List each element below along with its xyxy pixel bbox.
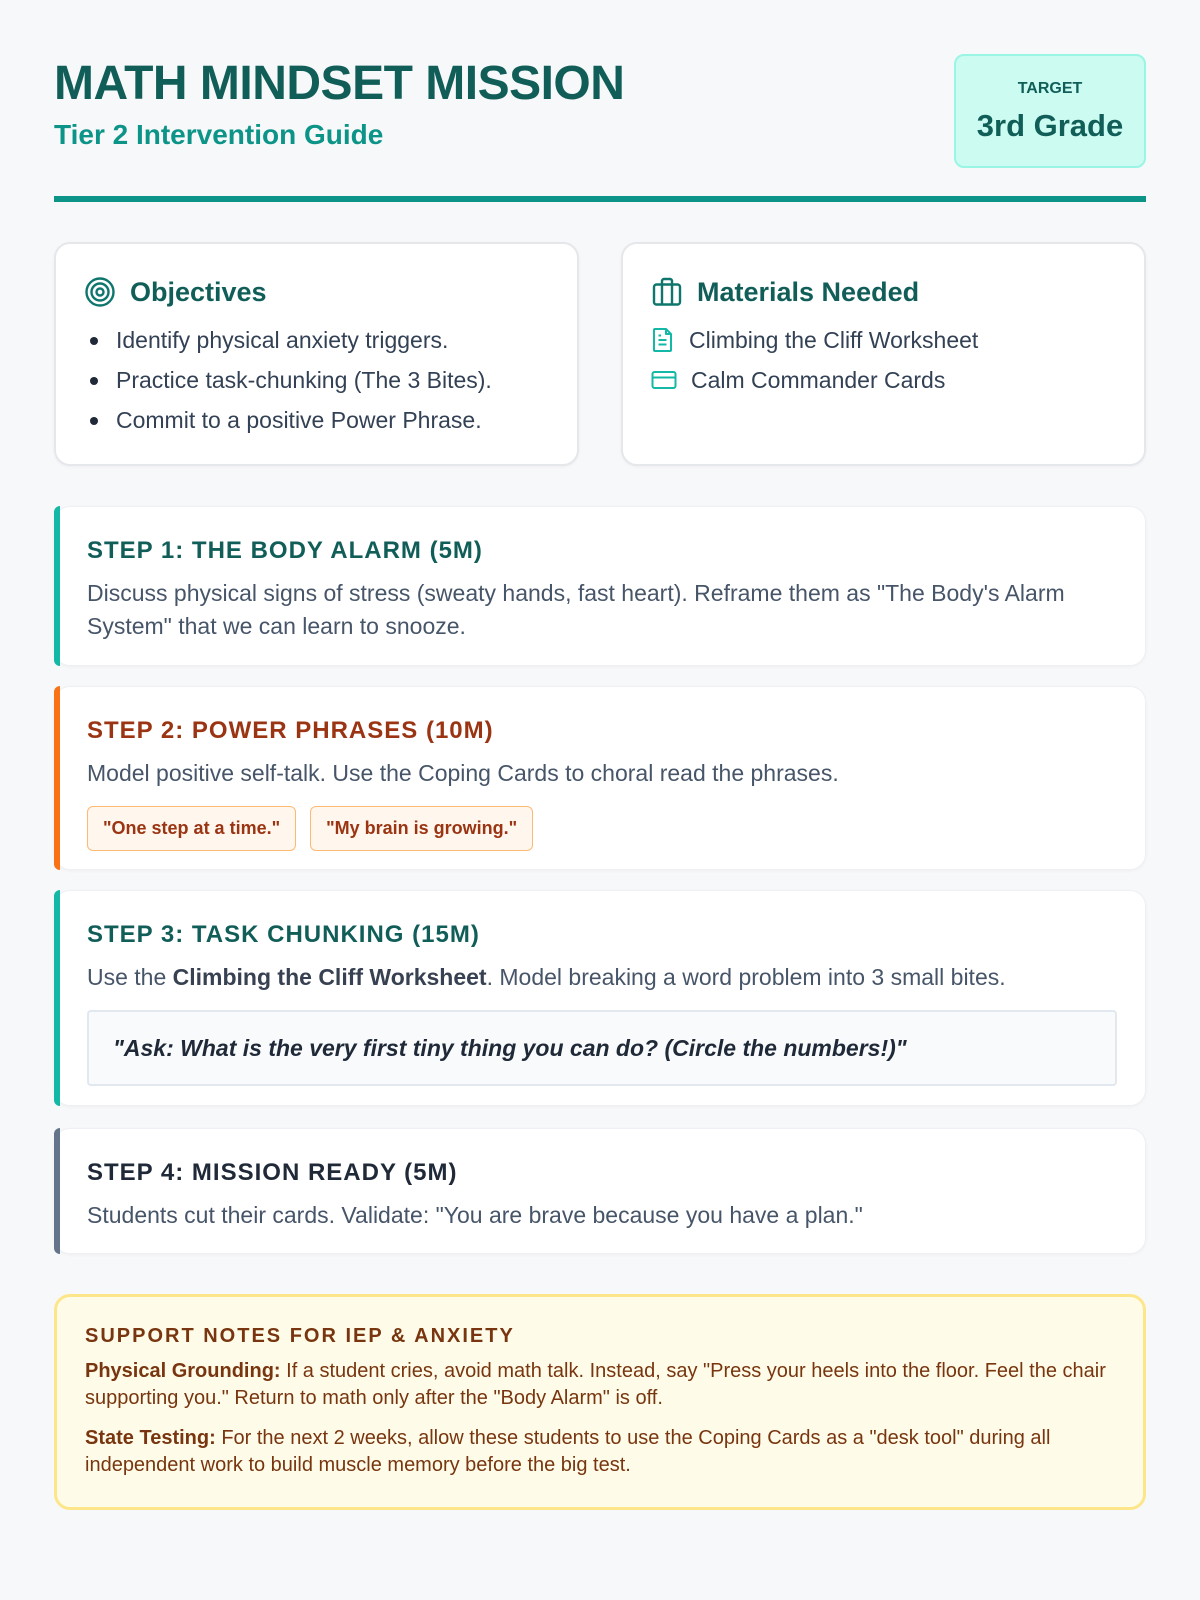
support-note (85, 1425, 1115, 1479)
step-title: STEP 4: MISSION READY (5M) (87, 1159, 458, 1186)
step-description (87, 961, 1117, 994)
phrase-chip: "One step at a time." (87, 806, 296, 851)
teacher-prompt-quote: "Ask: What is the very first tiny thing you can do? (Circle the numbers!)" (87, 1010, 1117, 1086)
step-description-post: . Model breaking a word problem into 3 small bites. (486, 964, 1006, 990)
header-divider (54, 196, 1146, 202)
page-title: MATH MINDSET MISSION (54, 57, 625, 110)
power-phrases (87, 806, 1117, 851)
support-notes-title: SUPPORT NOTES FOR IEP & ANXIETY (85, 1325, 515, 1347)
step-card-1 (54, 506, 1146, 666)
step-title: STEP 3: TASK CHUNKING (15M) (87, 921, 480, 948)
step-title: STEP 1: THE BODY ALARM (5M) (87, 537, 483, 564)
target-grade-badge (954, 54, 1146, 168)
objective-item: Commit to a positive Power Phrase. (84, 400, 549, 440)
note-text: If a student cries, avoid math talk. Instead, say "Press your heels into the floor. Feel the chair supporting you." Return to math only after the "Body Alarm" is off. (85, 1360, 1106, 1409)
support-note (85, 1358, 1115, 1412)
step-card-3 (54, 890, 1146, 1106)
note-label: State Testing: (85, 1427, 216, 1449)
objectives-header (84, 274, 549, 310)
step-description-pre: Use the (87, 964, 173, 990)
objectives-card (54, 242, 579, 466)
objectives-list (84, 320, 549, 440)
support-notes-box (54, 1294, 1146, 1510)
objective-item: Practice task-chunking (The 3 Bites). (84, 360, 549, 400)
step-description: Students cut their cards. Validate: "You are brave because you have a plan." (87, 1202, 863, 1228)
overview-row (54, 242, 1146, 466)
materials-list (651, 320, 1116, 400)
material-label: Climbing the Cliff Worksheet (689, 327, 979, 353)
target-value: 3rd Grade (976, 108, 1124, 143)
materials-header (651, 274, 1116, 310)
material-item (651, 360, 1116, 400)
note-label: Physical Grounding: (85, 1360, 281, 1382)
objective-item: Identify physical anxiety triggers. (84, 320, 549, 360)
materials-card (621, 242, 1146, 466)
material-item (651, 320, 1116, 360)
step-card-4 (54, 1128, 1146, 1254)
step-card-2 (54, 686, 1146, 870)
page-subtitle: Tier 2 Intervention Guide (54, 119, 384, 150)
briefcase-icon (651, 276, 683, 308)
materials-title: Materials Needed (697, 276, 920, 307)
step-description: Discuss physical signs of stress (sweaty hands, fast heart). Reframe them as "The Body's Alarm System" that we can learn to snooze. (87, 580, 1065, 639)
phrase-chip: "My brain is growing." (310, 806, 533, 851)
material-label: Calm Commander Cards (691, 367, 946, 393)
header (54, 0, 1146, 202)
step-title: STEP 2: POWER PHRASES (10M) (87, 717, 494, 744)
card-icon (651, 369, 677, 391)
worksheet-name: Climbing the Cliff Worksheet (172, 964, 487, 990)
objectives-title: Objectives (130, 276, 267, 307)
target-icon (84, 276, 116, 308)
target-label: TARGET (1017, 80, 1083, 97)
step-description: Model positive self-talk. Use the Coping Cards to choral read the phrases. (87, 760, 839, 786)
document-icon (651, 327, 675, 353)
note-text: For the next 2 weeks, allow these students to use the Coping Cards as a "desk tool" during all independent work to build muscle memory before the big test. (85, 1427, 1051, 1476)
